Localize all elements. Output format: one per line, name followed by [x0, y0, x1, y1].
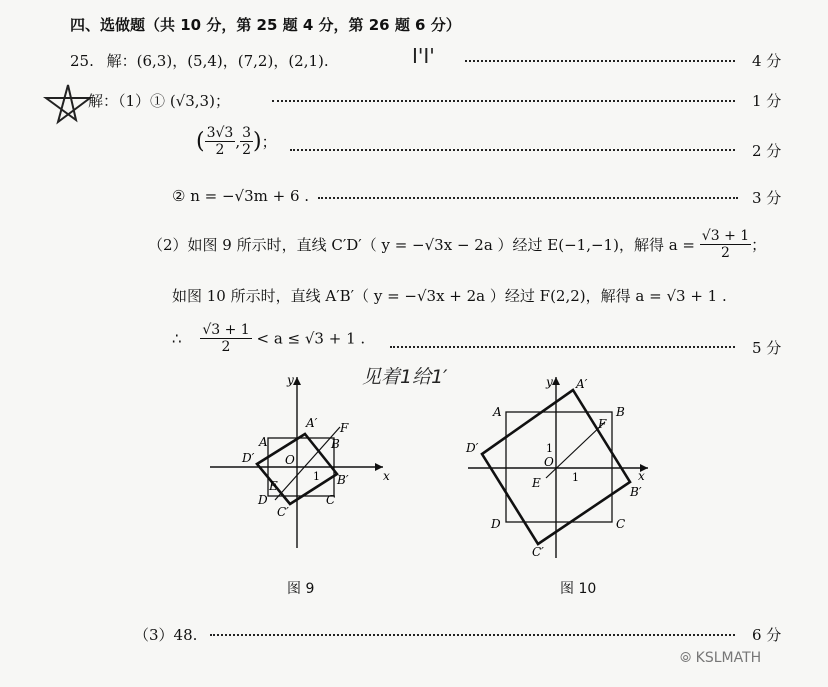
- fig9-label-B: B: [331, 437, 340, 451]
- handwritten-mark: I'I': [412, 44, 435, 68]
- wechat-icon: ⦾: [680, 650, 692, 666]
- q26-line1: [88, 90, 230, 111]
- p2-line1-text: （2）如图 9 所示时，直线 C′D′（ y = −√3x − 2a ）经过 E(−1,−1)，解得 a =: [148, 236, 696, 254]
- q26-dots-4: [390, 346, 735, 350]
- therefore-symbol: ∴: [172, 329, 182, 348]
- fraction-b: $\frac{√3 + 1}{2}$: [202, 322, 250, 355]
- q26-score-3: 3 分: [752, 189, 782, 207]
- q26-score-2: 2 分: [752, 142, 782, 160]
- fig10-x-label: x: [638, 469, 645, 483]
- q26-intro: 解：（1）①: [88, 92, 166, 110]
- handwritten-note: 见着1给1′: [362, 366, 448, 388]
- fig10-label-A1: A′: [576, 377, 588, 391]
- q26-dots-3: [318, 197, 738, 201]
- fig9-label-1: 1: [313, 470, 320, 483]
- fig9-label-B1: B′: [337, 473, 349, 487]
- fraction-2: $\frac{3}{2}$: [242, 125, 252, 158]
- figure-10-caption: 图 10: [560, 581, 597, 597]
- fig10-label-B1: B′: [630, 485, 642, 499]
- q26-p2-line2: 如图 10 所示时，直线 A′B′（ y = −√3x + 2a ）经过 F(2,2)，解得 a = √3 + 1 .: [172, 287, 727, 305]
- fig9-label-C: C: [326, 493, 336, 507]
- q26-line2: ( $\frac{3√3}{2}$ , $\frac{3}{2}$ )；: [196, 125, 277, 158]
- watermark-text: KSLMATH: [695, 650, 762, 666]
- q26-p2-line1: （2）如图 9 所示时，直线 C′D′（ y = −√3x − 2a ）经过 E(−1,−1)，解得 a = $\frac{√3 + 1}{2}$ ；: [148, 228, 767, 261]
- q25-score: 4 分: [752, 52, 782, 70]
- fig9-x-label: x: [383, 469, 390, 483]
- q26-score-5: 6 分: [752, 626, 782, 644]
- fig10-label-D: D: [491, 517, 501, 531]
- fig10-label-1y: 1: [546, 442, 553, 455]
- fig10-label-O: O: [544, 455, 554, 469]
- fraction-a: $\frac{√3 + 1}{2}$: [701, 228, 750, 261]
- q26-dots-1: [272, 100, 735, 104]
- q26-dots-5: [210, 634, 735, 638]
- fig9-label-C1: C′: [277, 505, 289, 519]
- q26-p2-line3: [172, 322, 365, 355]
- q25-text: 解：(6,3)，(5,4)，(7,2)，(2,1).: [106, 52, 329, 70]
- q26-p3: （3）48.: [134, 626, 198, 644]
- fig9-label-A1: A′: [306, 416, 318, 430]
- section-title: 四、选做题（共 10 分，第 25 题 4 分，第 26 题 6 分）: [70, 16, 461, 34]
- fig10-label-F: F: [598, 417, 607, 431]
- fig9-label-A: A: [259, 435, 268, 449]
- fig10-y-label: y: [546, 375, 553, 389]
- fig10-label-E: E: [532, 476, 541, 490]
- q26-line3: ② n = −√3m + 6 .: [172, 187, 310, 205]
- fig10-label-A: A: [493, 405, 502, 419]
- q26-dots-2: [290, 149, 735, 153]
- fig10-label-C: C: [616, 517, 626, 531]
- q25-label: 25.: [70, 52, 94, 70]
- fig10-label-D1: D′: [466, 441, 479, 455]
- fig10-label-C1: C′: [532, 545, 544, 559]
- q25-line: [70, 50, 329, 71]
- q26-score-4: 5 分: [752, 339, 782, 357]
- watermark: [680, 650, 761, 666]
- q25-dots: [465, 60, 735, 64]
- fig9-label-O: O: [285, 453, 295, 467]
- fig9-label-D: D: [258, 493, 268, 507]
- fig9-label-D1: D′: [242, 451, 255, 465]
- fig10-label-1x: 1: [572, 471, 579, 484]
- q26-answer-a: (√3,3)；: [169, 92, 230, 110]
- q26-score-1: 1 分: [752, 92, 782, 110]
- fig9-y-label: y: [287, 373, 294, 387]
- figure-9: [205, 372, 395, 552]
- fig9-label-F: F: [340, 421, 349, 435]
- fig10-label-B: B: [616, 405, 625, 419]
- figure-10: [460, 372, 660, 562]
- fraction-1: $\frac{3√3}{2}$: [206, 125, 234, 158]
- inequality-text: < a ≤ √3 + 1 .: [256, 329, 366, 348]
- figure-9-caption: 图 9: [287, 581, 315, 597]
- fig9-label-E: E: [269, 479, 278, 493]
